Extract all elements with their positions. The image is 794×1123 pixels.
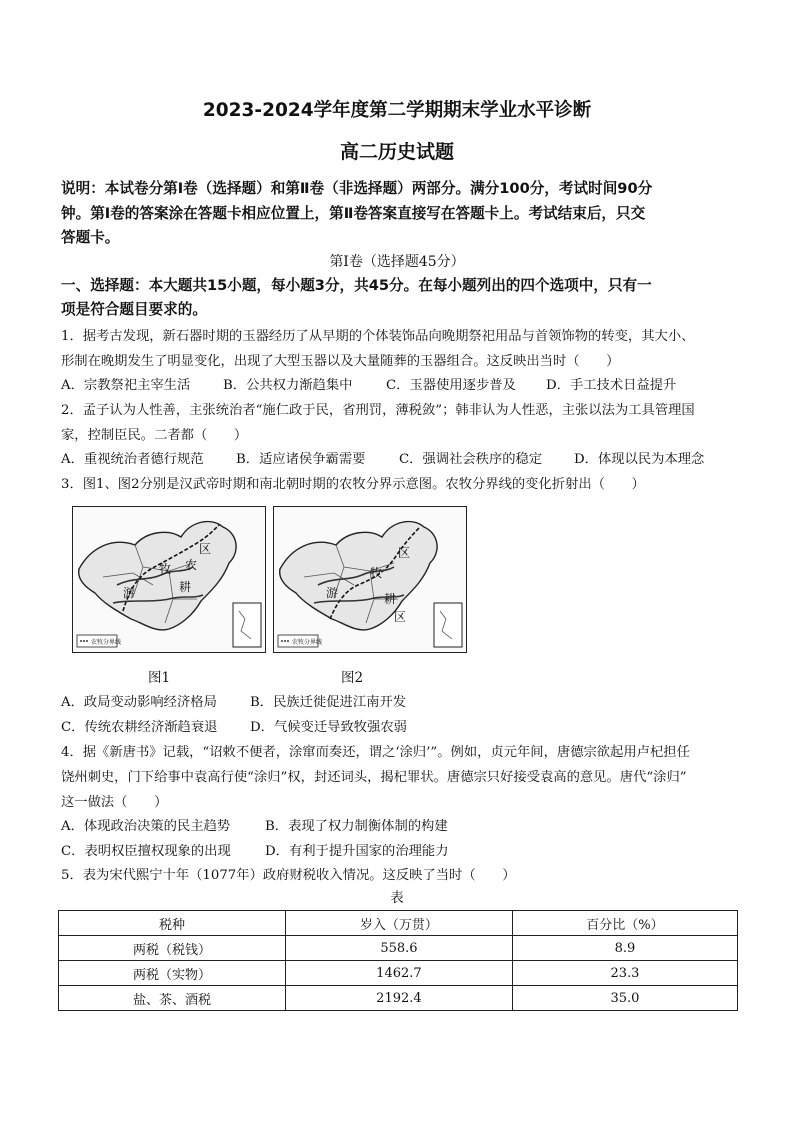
table-header-row [59, 911, 738, 936]
figure-2-map [273, 506, 467, 653]
cell-percent: 35.0 [512, 986, 737, 1011]
q3-option-b[interactable]: B．民族迁徙促进江南开发 [250, 695, 407, 710]
south-sea-inset [233, 603, 261, 647]
q2-stem-line-1: 2．孟子认为人性善，主张统治者“施仁政于民，省刑罚，薄税敛”；韩非认为人性恶，主张以法为工具管理国 [61, 403, 695, 418]
map2-label-qu-top: 区 [398, 546, 411, 560]
figure-1-map [72, 506, 266, 653]
cell-tax-type: 两税（税钱） [59, 936, 286, 961]
cell-percent: 23.3 [512, 961, 737, 986]
q2-stem-line-2: 家，控制臣民。二者都（ ） [61, 428, 248, 443]
map2-label-mu: 牧 [370, 566, 383, 580]
cell-revenue: 1462.7 [285, 961, 512, 986]
q4-option-c[interactable]: C．表明权臣擅权现象的出现 [61, 844, 231, 859]
figure-1-caption: 图1 [148, 670, 171, 686]
q2-option-b[interactable]: B．适应诸侯争霸需要 [236, 452, 366, 467]
part1-heading: 第Ⅰ卷（选择题45分） [329, 254, 465, 270]
q3-stem: 3．图1、图2分别是汉武帝时期和南北朝时期的农牧分界示意图。农牧分界线的变化折射出（ ） [61, 477, 645, 492]
q1-stem-line-1: 1．据考古发现，新石器时期的玉器经历了从早期的个体装饰品向晚期祭祀用品与首领饰物的转变，其大小、 [61, 329, 695, 344]
q1-option-a[interactable]: A．宗教祭祀主宰生活 [61, 378, 191, 393]
instructions-line-3: 答题卡。 [61, 229, 120, 246]
q2-option-a[interactable]: A．重视统治者德行规范 [61, 452, 204, 467]
q4-stem-line-3: 这一做法（ ） [61, 795, 168, 810]
cell-tax-type: 盐、茶、酒税 [59, 986, 286, 1011]
q1-option-d[interactable]: D．手工技术日益提升 [546, 378, 677, 393]
cell-percent: 8.9 [512, 936, 737, 961]
map-2-graphic [274, 507, 466, 652]
instructions-line-2: 钟。第Ⅰ卷的答案涂在答题卡相应位置上，第Ⅱ卷答案直接写在答题卡上。考试结束后，只交 [61, 205, 646, 222]
cell-revenue: 558.6 [285, 936, 512, 961]
q5-stem: 5．表为宋代熙宁十年（1077年）政府财税收入情况。这反映了当时（ ） [61, 868, 516, 883]
q4-stem-line-1: 4．据《新唐书》记载，“诏敕不便者，涂窜而奏还，谓之‘涂归’”。例如，贞元年间，唐德宗欲起用卢杞担任 [61, 745, 690, 760]
table-row [59, 986, 738, 1011]
south-sea-inset [434, 603, 462, 647]
map1-label-qu: 区 [199, 542, 212, 556]
exam-subject: 高二历史试题 [339, 141, 454, 163]
section-header-line-2: 项是符合题目要求的。 [61, 301, 207, 318]
cell-revenue: 2192.4 [285, 986, 512, 1011]
map1-label-nong: 农 [185, 558, 198, 572]
map2-legend-text: 农牧分界线 [292, 639, 323, 646]
map2-label-you: 游 [326, 586, 339, 600]
header-percent: 百分比（%） [512, 911, 737, 936]
map1-label-you: 游 [123, 586, 136, 600]
q4-option-d[interactable]: D．有利于提升国家的治理能力 [265, 844, 449, 859]
map2-label-geng: 耕 [384, 592, 397, 606]
header-revenue: 岁入（万贯） [285, 911, 512, 936]
q2-option-d[interactable]: D．体现以民为本理念 [574, 452, 705, 467]
tax-revenue-table [58, 910, 738, 1011]
q3-option-c[interactable]: C．传统农耕经济渐趋衰退 [61, 720, 218, 735]
q1-option-c[interactable]: C．玉器使用逐步普及 [386, 378, 516, 393]
map1-legend-text: 农牧分界线 [91, 639, 122, 646]
q2-option-c[interactable]: C．强调社会秩序的稳定 [399, 452, 543, 467]
section-header-line-1: 一、选择题：本大题共15小题，每小题3分，共45分。在每小题列出的四个选项中，只有一 [61, 277, 652, 294]
instructions-line-1: 说明：本试卷分第Ⅰ卷（选择题）和第Ⅱ卷（非选择题）两部分。满分100分，考试时间90分 [61, 180, 653, 197]
q1-stem-line-2: 形制在晚期发生了明显变化，出现了大型玉器以及大量随葬的玉器组合。这反映出当时（ ） [61, 354, 620, 369]
q3-option-d[interactable]: D．气候变迁导致牧强农弱 [250, 720, 407, 735]
q4-option-b[interactable]: B．表现了权力制衡体制的构建 [265, 819, 448, 834]
table-row [59, 936, 738, 961]
exam-title: 2023-2024学年度第二学期期末学业水平诊断 [202, 100, 592, 121]
map1-label-geng: 耕 [179, 580, 192, 594]
figure-2-caption: 图2 [341, 670, 364, 686]
header-tax-type: 税种 [59, 911, 286, 936]
q1-option-b[interactable]: B．公共权力渐趋集中 [223, 378, 353, 393]
q3-option-a[interactable]: A．政局变动影响经济格局 [61, 695, 217, 710]
map-1-graphic [73, 507, 265, 652]
q4-option-a[interactable]: A．体现政治决策的民主趋势 [61, 819, 231, 834]
map1-label-mu: 牧 [159, 562, 172, 576]
table-caption: 表 [390, 890, 404, 906]
table-row [59, 961, 738, 986]
q4-stem-line-2: 饶州刺史，门下给事中袁高行使“涂归”权，封还词头，揭杞罪状。唐德宗只好接受袁高的意见。唐代“涂归” [61, 770, 687, 785]
map2-label-qu-bottom: 区 [394, 610, 407, 624]
cell-tax-type: 两税（实物） [59, 961, 286, 986]
